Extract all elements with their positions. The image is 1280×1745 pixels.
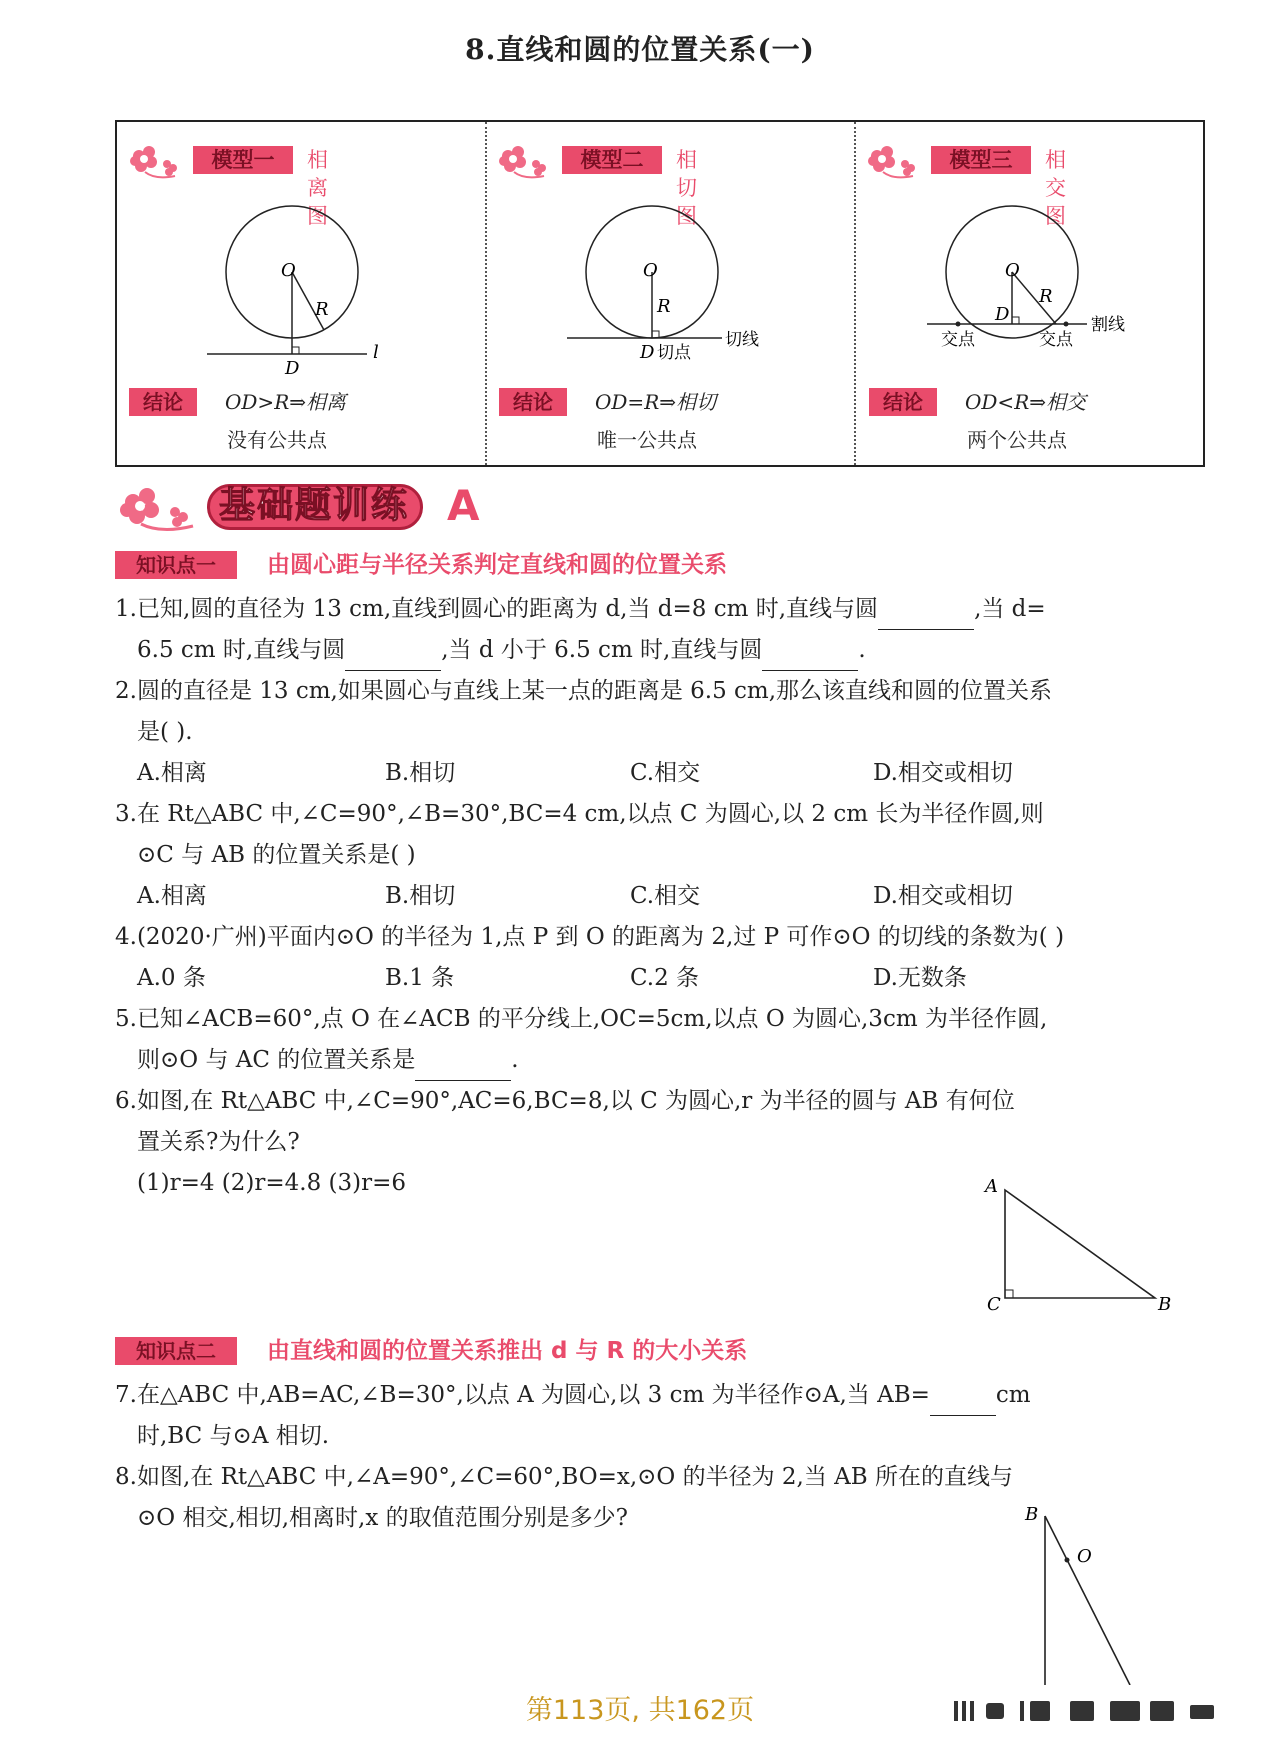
option-c: C.2 条 [630,965,700,991]
label-foot: D [995,304,1010,325]
question-1 [115,589,1205,630]
model-name: 相切图 [676,148,697,228]
section-title: 基础题训练 [219,485,410,526]
option-c: C.相交 [630,760,701,786]
label-radius: R [315,299,329,320]
conclusion-tag: 结论 [129,388,197,416]
q5-text: 则⊙O 与 AC 的位置关系是 [137,1047,416,1073]
answer-blank[interactable] [878,601,974,630]
answer-blank[interactable] [762,642,858,671]
knowledge-point-1 [115,549,1215,581]
answer-blank[interactable] [930,1387,996,1416]
kp-tag: 知识点一 [115,551,237,579]
flower-icon [863,142,925,182]
label-radius: R [657,296,671,317]
conclusion-text: OD<R⇒相交 [965,390,1087,414]
model-tag: 模型二 [562,146,662,174]
kp-tag: 知识点二 [115,1337,237,1365]
label-radius: R [1039,286,1053,307]
option-b: B.1 条 [385,965,455,991]
section-letter: A [447,481,480,530]
label-line: l [373,342,379,363]
kp-title: 由直线和圆的位置关系推出 d 与 R 的大小关系 [267,1338,748,1364]
flower-icon [494,142,556,182]
question-7-cont: 时,BC 与⊙A 相切. [137,1423,330,1449]
secant-circle-diagram [927,192,1167,382]
q7-text: 7.在△ABC 中,AB=AC,∠B=30°,以点 A 为圆心,以 3 cm 为半径作⊙A,当 AB= [115,1382,930,1408]
model-box [115,120,1205,467]
label-center: O [1005,260,1020,281]
label-foot: D [640,342,655,363]
conclusion-sub: 两个公共点 [967,428,1067,452]
triangle-abc-figure [975,1170,1175,1320]
label-point-1: 交点 [941,330,975,350]
q1-text: 6.5 cm 时,直线与圆 [137,637,346,663]
triangle-bo-figure [1015,1500,1155,1685]
label-center: O [643,260,658,281]
question-3-cont: ⊙C 与 AB 的位置关系是( ) [137,842,416,868]
knowledge-point-2 [115,1335,1215,1367]
kp-title: 由圆心距与半径关系判定直线和圆的位置关系 [267,552,727,578]
option-b: B.相切 [385,760,456,786]
label-line: 切线 [725,330,759,350]
model-tag: 模型三 [931,146,1031,174]
question-2: 2.圆的直径是 13 cm,如果圆心与直线上某一点的距离是 6.5 cm,那么该直线和圆的位置关系 [115,678,1053,704]
question-8-cont: ⊙O 相交,相切,相离时,x 的取值范围分别是多少? [137,1505,628,1531]
page-counter: 第113页, 共162页 [525,1695,755,1726]
question-6-cases: (1)r=4 (2)r=4.8 (3)r=6 [137,1170,407,1196]
question-6-cont: 置关系?为什么? [137,1129,300,1155]
tangent-circle-diagram [567,192,787,382]
label-center: O [281,260,296,281]
option-a: A.0 条 [137,965,206,991]
model-divider [485,122,487,465]
label-point: 切点 [657,343,691,363]
label-b: B [1158,1294,1172,1315]
conclusion-tag: 结论 [869,388,937,416]
question-4: 4.(2020·广州)平面内⊙O 的半径为 1,点 P 到 O 的距离为 2,过 P 可作⊙O 的切线的条数为( ) [115,924,1065,950]
conclusion-text: OD=R⇒相切 [595,390,717,414]
question-7 [115,1375,1205,1416]
separate-circle-diagram [207,192,407,382]
option-d: D.相交或相切 [873,760,1013,786]
model-divider [854,122,856,465]
option-a: A.相离 [137,760,207,786]
option-c: C.相交 [630,883,701,909]
option-a: A.相离 [137,883,207,909]
question-2-cont: 是( ). [137,719,193,745]
conclusion-sub: 没有公共点 [227,428,327,452]
answer-blank[interactable] [415,1052,511,1081]
label-line: 割线 [1091,315,1125,335]
question-6: 6.如图,在 Rt△ABC 中,∠C=90°,AC=6,BC=8,以 C 为圆心,r 为半径的圆与 AB 有何位 [115,1088,1015,1114]
answer-blank[interactable] [345,642,441,671]
q1-text: ,当 d= [974,596,1046,622]
model-name: 相交图 [1045,148,1066,228]
label-point-2: 交点 [1039,330,1073,350]
conclusion-sub: 唯一公共点 [597,428,697,452]
label-foot: D [285,358,300,379]
question-5: 5.已知∠ACB=60°,点 O 在∠ACB 的平分线上,OC=5cm,以点 O 为圆心,3cm 为半径作圆, [115,1006,1048,1032]
model-tag: 模型一 [193,146,293,174]
option-d: D.无数条 [873,965,967,991]
model-name: 相离图 [307,148,328,228]
q5-text: . [511,1047,519,1073]
q1-text: . [858,637,866,663]
q1-text: 1.已知,圆的直径为 13 cm,直线到圆心的距离为 d,当 d=8 cm 时,直线与圆 [115,596,879,622]
conclusion-text: OD>R⇒相离 [225,390,347,414]
page-title: 8.直线和圆的位置关系(一) [465,33,815,66]
label-a: A [985,1176,998,1197]
question-5-cont [115,1040,1227,1081]
label-c: C [987,1294,1001,1315]
q1-text: ,当 d 小于 6.5 cm 时,直线与圆 [441,637,763,663]
question-3: 3.在 Rt△ABC 中,∠C=90°,∠B=30°,BC=4 cm,以点 C 为圆心,以 2 cm 长为半径作圆,则 [115,801,1044,827]
label-b: B [1025,1504,1039,1525]
conclusion-tag: 结论 [499,388,567,416]
flower-icon [125,142,187,182]
flower-icon [115,484,205,534]
question-1-cont [115,630,1227,671]
question-8: 8.如图,在 Rt△ABC 中,∠A=90°,∠C=60°,BO=x,⊙O 的半径为 2,当 AB 所在的直线与 [115,1464,1013,1490]
section-heading [115,478,615,542]
q7-text: cm [995,1382,1031,1408]
option-d: D.相交或相切 [873,883,1013,909]
option-b: B.相切 [385,883,456,909]
label-o: O [1077,1546,1092,1567]
